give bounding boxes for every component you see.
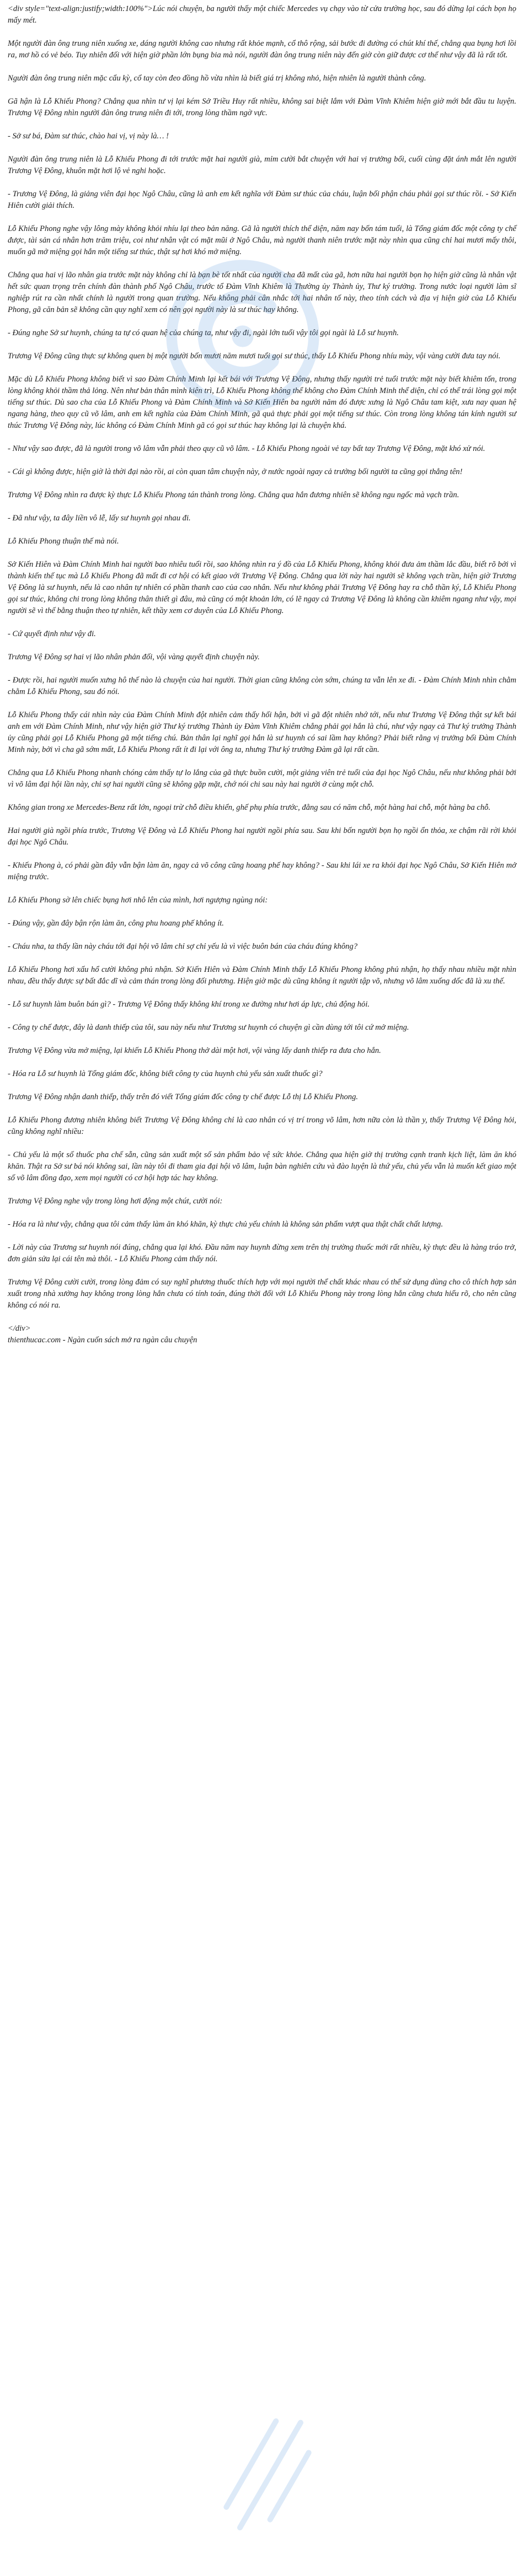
- paragraph: Lỗ Khiếu Phong nghe vậy lông mày không khỏi nhíu lại theo bản năng. Gã là người thích thể diện, năm nay bốn tám tuổi, là Tổng giám đốc một công ty chế được, tài sản cá nhân hơn trăm triệu, coi như nhân vật có mặt mũi ở Ngô Châu, mà người thanh niên trước mặt này nhìn qua cũng chỉ hai mươi mấy thôi, muốn gã mở miệng gọi hắn một tiếng sư thúc, thật sự hơi khó mở miệng.: [8, 224, 516, 256]
- paragraph: - Đúng vậy, gần đây bận rộn làm ăn, công phu hoang phế không ít.: [8, 919, 224, 928]
- paragraph: Một người đàn ông trung niên xuống xe, dáng người không cao nhưng rất khỏe mạnh, cổ thô rộng, sải bước đi đường có chút khí thế, chẳng qua bụng hơi lồi ra, mơ hồ có vẻ béo. Tuy nhiên đối với hiện giờ phần lớn bụng bia mà nói, người đàn ông trung niên này đến giờ còn giữ được cơ thể như vậy đã là rất tốt.: [8, 39, 516, 60]
- paragraph: - Lời này của Trương sư huynh nói đúng, chẳng qua lại khó. Đầu năm nay huynh đừng xem trên thị trường thuốc mới rất nhiều, kỳ thực đều là hàng tráo trở, đơn giản sửa lại cái tên mà thôi. - Lỗ Khiếu Phong cảm thấy nói.: [8, 1243, 516, 1263]
- paragraph: - Chủ yếu là một số thuốc pha chế sẵn, cũng sản xuất một số sản phẩm bảo vệ sức khỏe. Chẳng qua hiện giờ thị trường cạnh tranh kịch liệt, làm ăn khó khăn. Thật ra Sở sư bá nói không sai, lần này tôi đi tham gia đại hội võ lâm, luận bàn nghiên cứu và đào luyện là thứ yếu, chủ yếu vẫn là muốn kết giao một số võ lâm đồng đạo, xem mọi người có cơ hội hợp tác hay không.: [8, 1150, 516, 1182]
- paragraph: Lỗ Khiếu Phong hơi xấu hổ cười không phủ nhận. Sở Kiến Hiên và Đàm Chính Minh thấy Lỗ Khiếu Phong không phủ nhận, họ thấy nhau nhiều mặt nhìn nhau, đều thấy được sự bất đắc dĩ và cảm thán trong lòng đối phương. Hiện giờ mặc dù cũng không ít người tập võ, nhưng võ lâm xuống dốc đã là xu thế.: [8, 965, 516, 986]
- paragraph: <div style="text-align:justify;width:100%">Lúc nói chuyện, ba người thấy một chiếc Mercedes vụ chạy vào từ cửa trường học, sau đó dừng lại cách bọn họ mấy mét.: [8, 4, 516, 25]
- paragraph: - Sở sư bá, Đàm sư thúc, chào hai vị, vị này là… !: [8, 132, 169, 141]
- paragraph: - Hóa ra là như vậy, chẳng qua tôi cảm thấy làm ăn khó khăn, kỳ thực chủ yếu chính là không sản phẩm vượt qua thật chất chất lượng.: [8, 1220, 443, 1229]
- paragraph: Lỗ Khiếu Phong đương nhiên không biết Trương Vệ Đông không chỉ là cao nhân có vị trí trong võ lâm, hơn nữa còn là thần y, thấy Trương Vệ Đông hỏi, cũng không nghĩ nhiều:: [8, 1116, 516, 1136]
- paragraph: - Cháu nha, ta thấy lần này cháu tới đại hội võ lâm chỉ sợ chỉ yếu là vì việc buôn bán của cháu đúng không?: [8, 942, 358, 951]
- paragraph: Trương Vệ Đông sợ hai vị lão nhân phản đối, vội vàng quyết định chuyện này.: [8, 653, 260, 662]
- paragraph: - Khiếu Phong à, có phải gần đây vẫn bận làm ăn, ngay cả võ công cũng hoang phế hay không? - Sau khi lái xe ra khỏi đại học Ngô Châu, Sở Kiến Hiên mở miệng trước.: [8, 861, 516, 881]
- paragraph: Người đàn ông trung niên là Lỗ Khiếu Phong đi tới trước mặt hai người già, mỉm cười bắt chuyện với hai vị trưởng bối, cuối cùng đặt ánh mắt lên người Trương Vệ Đông, khuôn mặt hơi lộ vẻ nghi hoặc.: [8, 155, 516, 175]
- paragraph: Trương Vệ Đông vừa mở miệng, lại khiến Lỗ Khiếu Phong thở dài một hơi, vội vàng lấy danh thiếp ra đưa cho hắn.: [8, 1046, 381, 1055]
- paragraph: - Trương Vệ Đông, là giảng viên đại học Ngô Châu, cũng là anh em kết nghĩa với Đàm sư thúc của cháu, luận bối phận cháu phải gọi sư thúc rồi. - Sở Kiến Hiên cười giải thích.: [8, 190, 516, 210]
- paragraph: - Công ty chế được, đây là danh thiếp của tôi, sau này nếu như Trương sư huynh có chuyện gì cần dùng tới tôi cứ mở miệng.: [8, 1023, 409, 1032]
- paragraph: Lỗ Khiếu Phong thuận thế mà nói.: [8, 537, 119, 546]
- paragraph: - Như vậy sao được, đã là người trong võ lâm vẫn phải theo quy cũ võ lâm. - Lỗ Khiếu Phong ngoài vẻ tay bất tay Trương Vệ Đông, mặt khó xử nói.: [8, 444, 485, 453]
- site-footer-text: thienthucac.com - Ngàn cuốn sách mở ra ngàn câu chuyện: [8, 1336, 197, 1345]
- paragraph: - Cứ quyết định như vậy đi.: [8, 630, 96, 638]
- paragraph: - Đã như vậy, ta đây liền vô lễ, lấy sư huynh gọi nhau đi.: [8, 514, 191, 523]
- paragraph: Lỗ Khiếu Phong sờ lên chiếc bụng hơi nhô lên của mình, hơi ngượng ngùng nói:: [8, 896, 268, 905]
- paragraph: - Đúng nghe Sở sư huynh, chúng ta tự có quan hệ của chúng ta, như vậy đi, ngài lớn tuổi vậy tôi gọi ngài là Lỗ sư huynh.: [8, 329, 399, 337]
- paragraph: - Hóa ra Lỗ sư huynh là Tổng giám đốc, không biết công ty của huynh chủ yếu sản xuất thuốc gì?: [8, 1069, 323, 1078]
- paragraph: Không gian trong xe Mercedes-Benz rất lớn, ngoại trừ chỗ điều khiển, ghế phụ phía trước, đằng sau có năm chỗ, một hàng hai chỗ, một hàng ba chỗ.: [8, 803, 491, 812]
- paragraph: Mặc dù Lỗ Khiếu Phong không biết vì sao Đàm Chính Minh lại kết bái với Trương Vệ Đông, nhưng thấy người trẻ tuổi trước mặt này biết khiêm tốn, trong lòng không khỏi thầm thả lỏng. Nên như bản thân mình kiên trì, Lỗ Khiếu Phong không thể không cho Đàm Chính Minh thể diện, chỉ có thể trái lòng gọi một tiếng sư thúc. Dù sao cha của Lỗ Khiếu Phong và Đàm Chính Minh và Sở Kiến Hiên ba người năm đó được xưng là Ngô Châu tam kiệt, xưa nay quan hệ ngang hàng, theo quy cũ võ lâm, anh em kết nghĩa của Đàm Chính Minh, gã quả thực phải gọi một tiếng sư thúc. Còn trong lòng không tán kính người sư thúc Trương Vệ Đông này, lúc không có Đàm Chính Minh gã có gọi sư thúc hay không lại là chuyện khá.: [8, 375, 516, 430]
- paragraph: Chẳng qua Lỗ Khiếu Phong nhanh chóng cảm thấy tự lo lắng của gã thực buồn cười, một giảng viên trẻ tuổi của đại học Ngô Châu, nếu như không phải bởi vì võ lâm đại hội lần này, chỉ sợ hai người cũng sẽ không gặp mặt, chớ nói chi sau này hai người ở cùng một chỗ.: [8, 768, 516, 789]
- paragraph: Chẳng qua hai vị lão nhân gia trước mặt này không chỉ là bạn bè tốt nhất của người cha đã mất của gã, hơn nữa hai người bọn họ hiện giờ cũng là nhân vật hết sức quan trọng trên chính đàn thành phố Ngô Châu, trước tổ Đàm Vĩnh Khiêm là Thường ủy Thành ủy, Thư ký trưởng. Trong nước loại người làm sĩ nghiệp rút ra cần nhất chính là người trong quan trường. Nếu không phải cân nhắc tới hai nhân tố này, theo tính cách và địa vị hiện giờ của Lỗ Khiếu Phong, gã căn bản sẽ không cần quy nghĩ xem có nên gọi người này là sư thúc hay không.: [8, 271, 516, 314]
- paragraph: Trương Vệ Đông cười cười, trong lòng đảm có suy nghĩ phương thuốc thích hợp với mọi người thể chất khác nhau có thể sử dụng dùng cho cô thích hợp sản xuất trong nhà xưởng hay không trong lòng hắn chưa có tính toán, đúng thời đối với Lỗ Khiếu Phong này trong lòng hắn cũng chưa hiểu rõ, cho nên cũng không có nói ra.: [8, 1278, 516, 1310]
- paragraph: Trương Vệ Đông nhận danh thiếp, thấy trên đó viết Tổng giám đốc công ty chế được Lỗ thị Lỗ Khiếu Phong.: [8, 1093, 359, 1101]
- paragraph: Trương Vệ Đông cũng thực sự không quen bị một người bốn mươi năm mươi tuổi gọi sư thúc, thấy Lỗ Khiếu Phong nhíu mày, vội vàng cười đưa tay nói.: [8, 352, 501, 361]
- closing-tag-text: </div>: [8, 1324, 31, 1333]
- paragraph: Lỗ Khiếu Phong thấy cái nhìn này của Đàm Chính Minh đột nhiên cảm thấy hối hận, bởi vì gã đột nhiên nhớ tới, nếu như Trương Vệ Đông thật sự kết bái anh em với Đàm Chính Minh, như vậy hiện giờ Thư ký trưởng Thành ủy Đàm Vĩnh Khiêm chẳng phải gọi hắn là chú, như vậy ngay cả Thư ký trưởng Thành ủy cũng phải gọi Lỗ Khiếu Phong gã một tiếng chú. Bản thân lại nghĩ gọi hắn là sư huynh có sai lầm hay không? Phải biết rằng vị trưởng bối Đàm Chính Minh này, bởi vì cha gã sớm mất, Lỗ Khiếu Phong rất ít đi lại với ông ta, nhưng Thư ký trưởng Đàm gã lại rất cần.: [8, 711, 516, 754]
- paragraph: Hai người già ngồi phía trước, Trương Vệ Đông và Lỗ Khiếu Phong hai người ngồi phía sau. Sau khi bốn người bọn họ ngồi ổn thỏa, xe chậm rãi rời khỏi đại học Ngô Châu.: [8, 826, 516, 847]
- paragraph: - Lỗ sư huynh làm buôn bán gì? - Trương Vệ Đông thấy không khí trong xe đường như hơi áp lực, chủ động hỏi.: [8, 1000, 370, 1009]
- paragraph: Trương Vệ Đông nhìn ra được kỳ thực Lỗ Khiếu Phong tán thành trong lòng. Chẳng qua hắn đương nhiên sẽ không ngu ngốc mà vạch trần.: [8, 491, 459, 499]
- paragraph: Gã hận là Lỗ Khiếu Phong? Chẳng qua nhìn tư vị lại kém Sở Triều Huy rất nhiều, không sai biệt lắm với Đàm Vĩnh Khiêm hiện giờ mới bắt đầu tu luyện. Trương Vệ Đông nhìn người đàn ông trung niên đi tới, trong lòng thầm ngờ vực.: [8, 97, 516, 117]
- paragraph: Sở Kiến Hiên và Đàm Chính Minh hai người bao nhiêu tuổi rồi, sao không nhìn ra ý đồ của Lỗ Khiếu Phong, không khỏi đưa ảm thầm lắc đầu, biết rõ bởi vì thành kiến thế tục mà Lỗ Khiếu Phong đã mất đi cơ hội có kết giao với Trương Vệ Đông. Chẳng qua lời này hai người sẽ không vạch trần, hiện giờ Trương Vệ Đông là sư huynh, nếu là cao nhân tự nhiên có phần thanh cao của cao nhân. Nếu như không phải Trương Vệ Đông hay ra chỗ thần ký, Lỗ Khiếu Phong gọi sư thúc, không chi trong lòng không thân thiết gì đâu, mà cũng có một khoản lớn, có lẽ ngay cả Trương Vệ Đông là không cần khiêm ngang như vậy, mọi người sẽ vì thế bằng thuận theo tự nhiên, kết thầy xem cơ duyên của Lỗ Khiếu Phong.: [8, 560, 516, 615]
- paragraph: - Cái gì không được, hiện giờ là thời đại nào rồi, ai còn quan tâm chuyện này, ở nước ngoài ngay cả trưởng bối người ta cũng gọi thẳng tên!: [8, 467, 463, 476]
- paragraph: Người đàn ông trung niên mặc cẩu kỳ, cổ tay còn đeo đồng hồ vừa nhìn là biết giá trị không nhỏ, hiện nhiên là người thành công.: [8, 74, 426, 83]
- paragraph: - Được rồi, hai người muốn xưng hô thế nào là chuyện của hai người. Thời gian cũng không còn sớm, chúng ta vẫn lên xe đi. - Đàm Chính Minh nhìn chằm chằm Lỗ Khiếu Phong, sau đó nói.: [8, 676, 516, 696]
- paragraph: Trương Vệ Đông nghe vậy trong lòng hơi động một chút, cười nói:: [8, 1197, 223, 1206]
